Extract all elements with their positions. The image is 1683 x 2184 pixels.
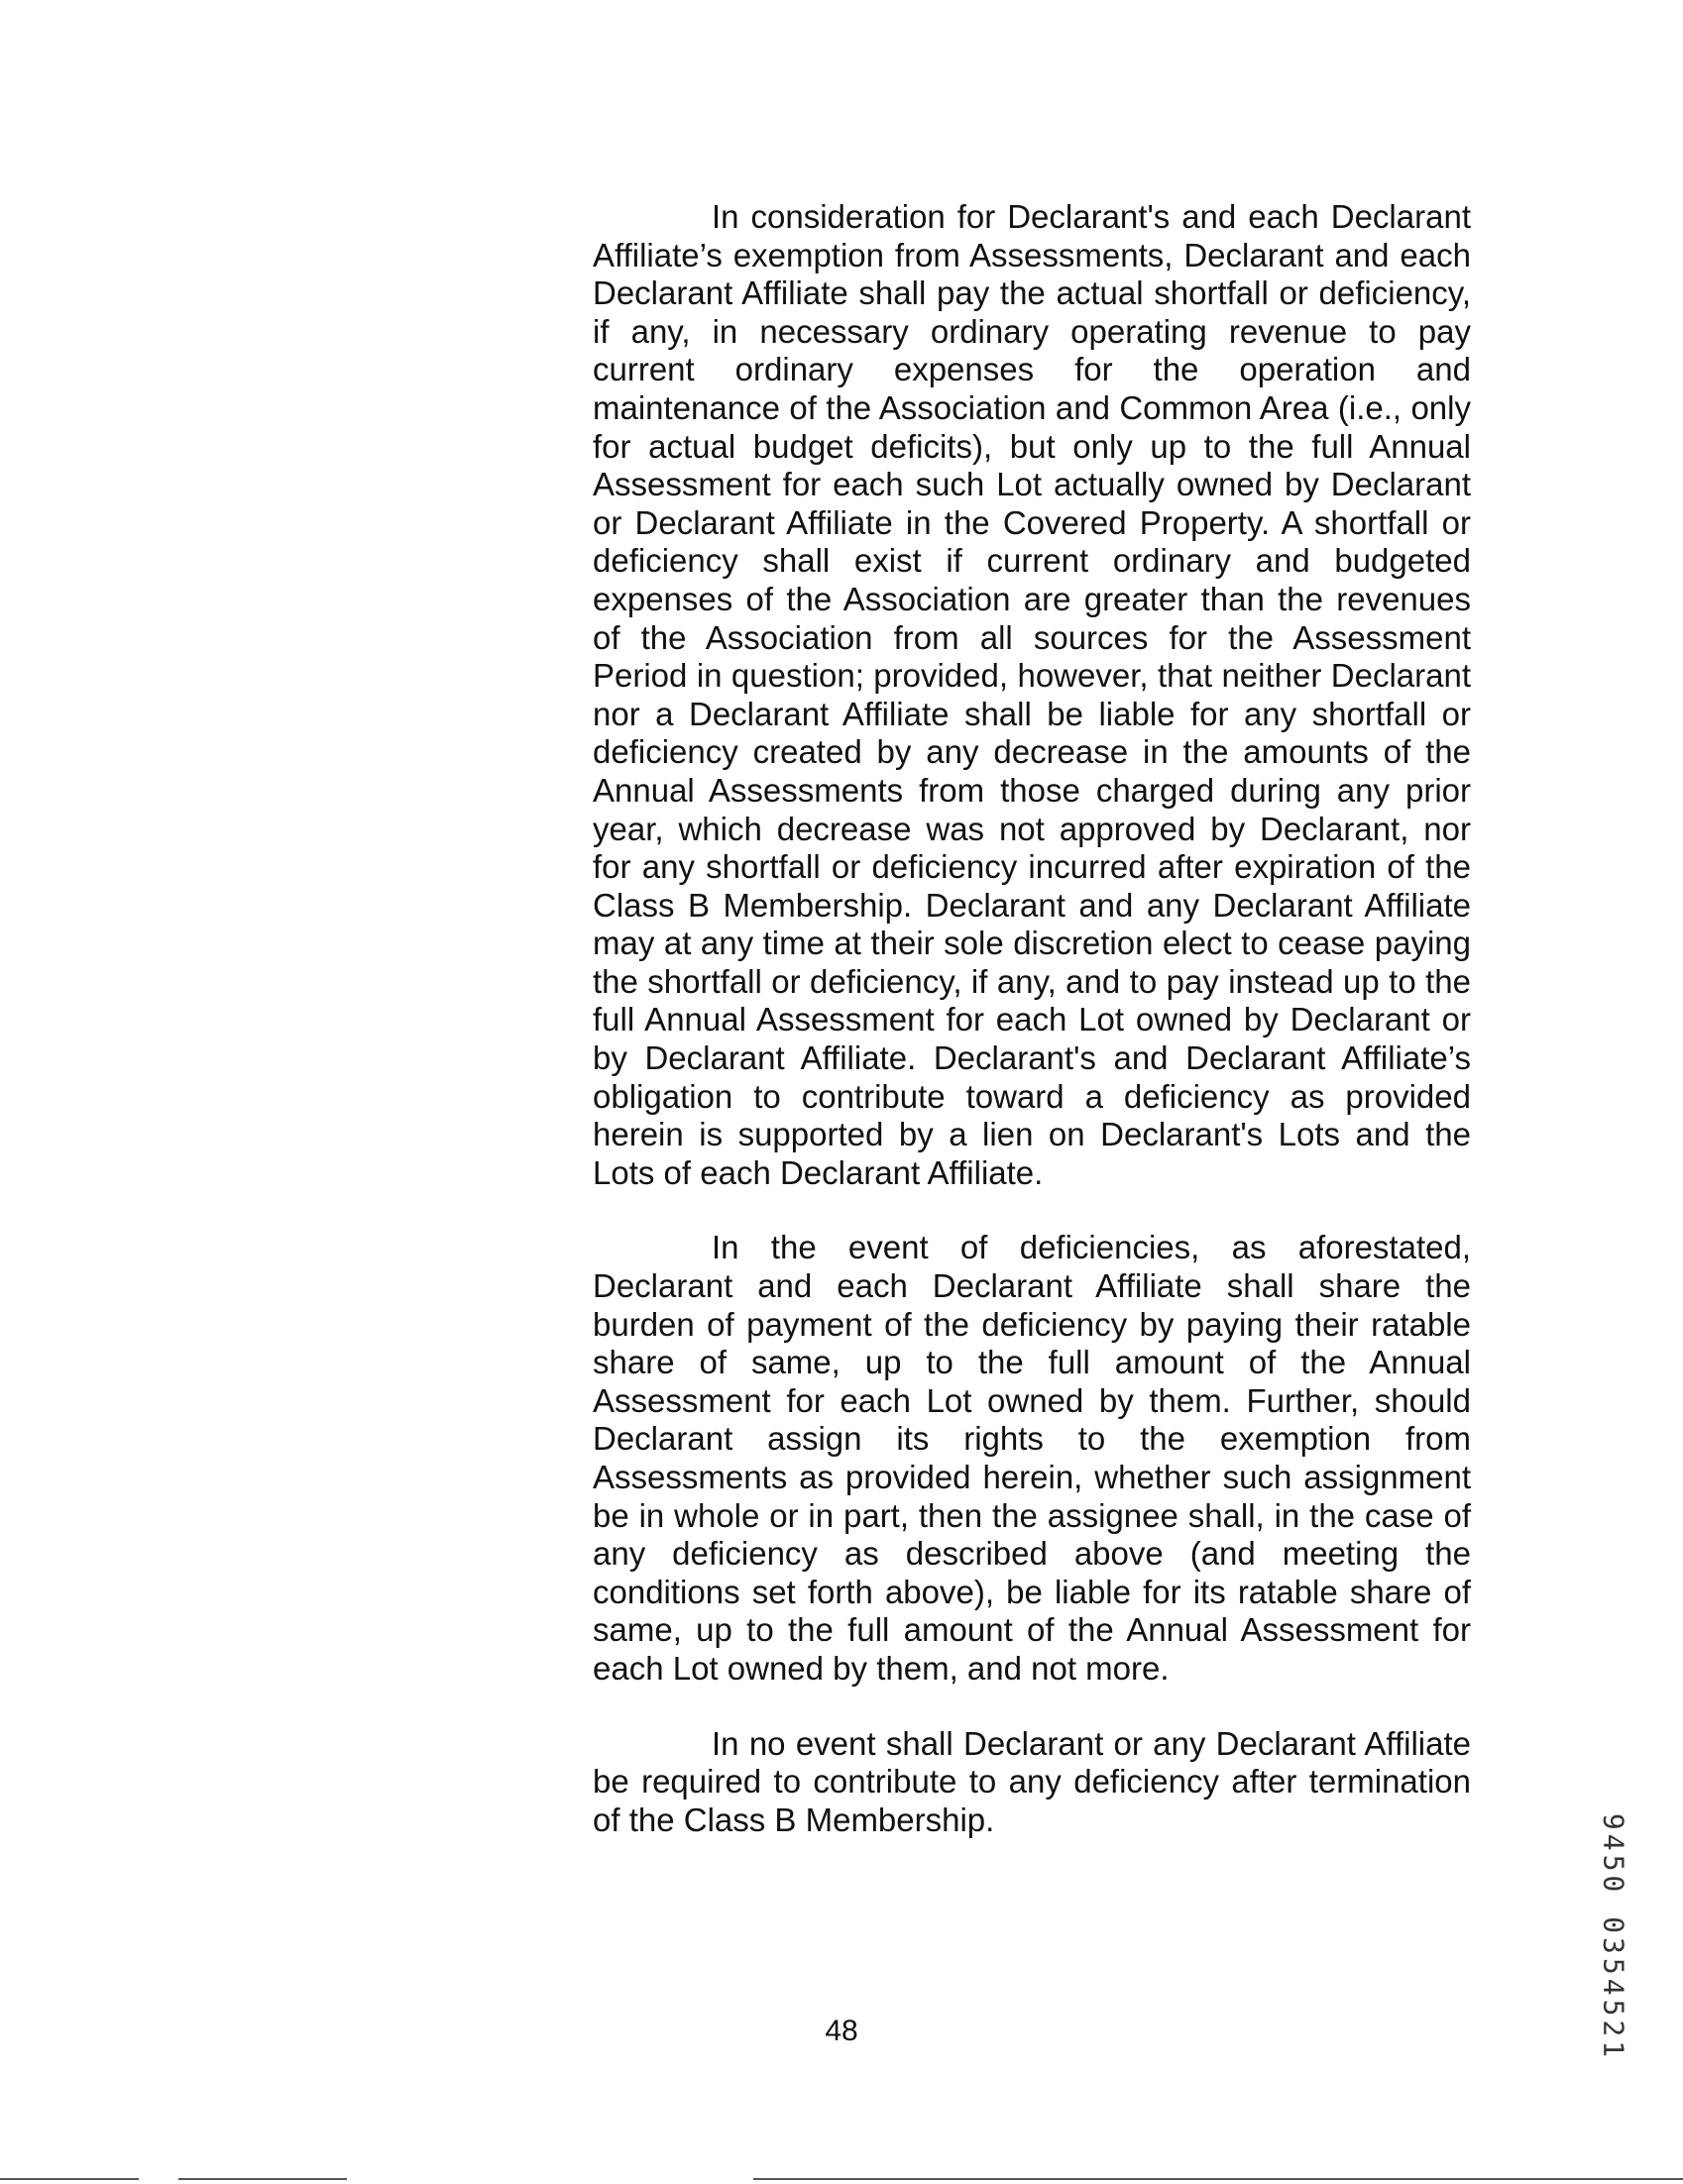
margin-stamp-number: 9450 0354521 [1597,1812,1630,2062]
paragraph-shortfall-obligation: In consideration for Declarant's and each Declarant Affiliate’s exemption from Assessments, Declarant and each Declarant Affiliate shall pay the actual shortfall or deficiency, if any, in necessary ordinary operating revenue to pay current ordinary expenses for the operation and maintenance of the Association and Common Area (i.e., only for actual budget deficits), but only up to the full Annual Assessment for each such Lot actually owned by Declarant or Declarant Affiliate in the Covered Property. A shortfall or deficiency shall exist if current ordinary and budgeted expenses of the Association are greater than the revenues of the Association from all sources for the Assessment Period in question; provided, however, that neither Declarant nor a Declarant Affiliate shall be liable for any shortfall or deficiency created by any decrease in the amounts of the Annual Assessments from those charged during any prior year, which decrease was not approved by Declarant, nor for any shortfall or deficiency incurred after expiration of the Class B Membership. Declarant and any Declarant Affiliate may at any time at their sole discretion elect to cease paying the shortfall or deficiency, if any, and to pay instead up to the full Annual Assessment for each Lot owned by Declarant or by Declarant Affiliate. Declarant's and Declarant Affiliate’s obligation to contribute toward a deficiency as provided herein is supported by a lien on Declarant's Lots and the Lots of each Declarant Affiliate. [593,198,1471,1191]
paragraph-class-b-termination: In no event shall Declarant or any Declarant Affiliate be required to contribute to any deficiency after termination of the Class B Membership. [593,1724,1471,1838]
page-number: 48 [825,2015,858,2047]
document-body [593,198,1471,1876]
bottom-rule-middle [178,2178,347,2180]
paragraph-deficiency-sharing: In the event of deficiencies, as aforestated, Declarant and each Declarant Affiliate shall share the burden of payment of the deficiency by paying their ratable share of same, up to the full amount of the Annual Assessment for each Lot owned by them. Further, should Declarant assign its rights to the exemption from Assessments as provided herein, whether such assignment be in whole or in part, then the assignee shall, in the case of any deficiency as described above (and meeting the conditions set forth above), be liable for its ratable share of same, up to the full amount of the Annual Assessment for each Lot owned by them, and not more. [593,1229,1471,1687]
bottom-rule-right [753,2178,1683,2180]
bottom-rule-left [0,2178,139,2180]
